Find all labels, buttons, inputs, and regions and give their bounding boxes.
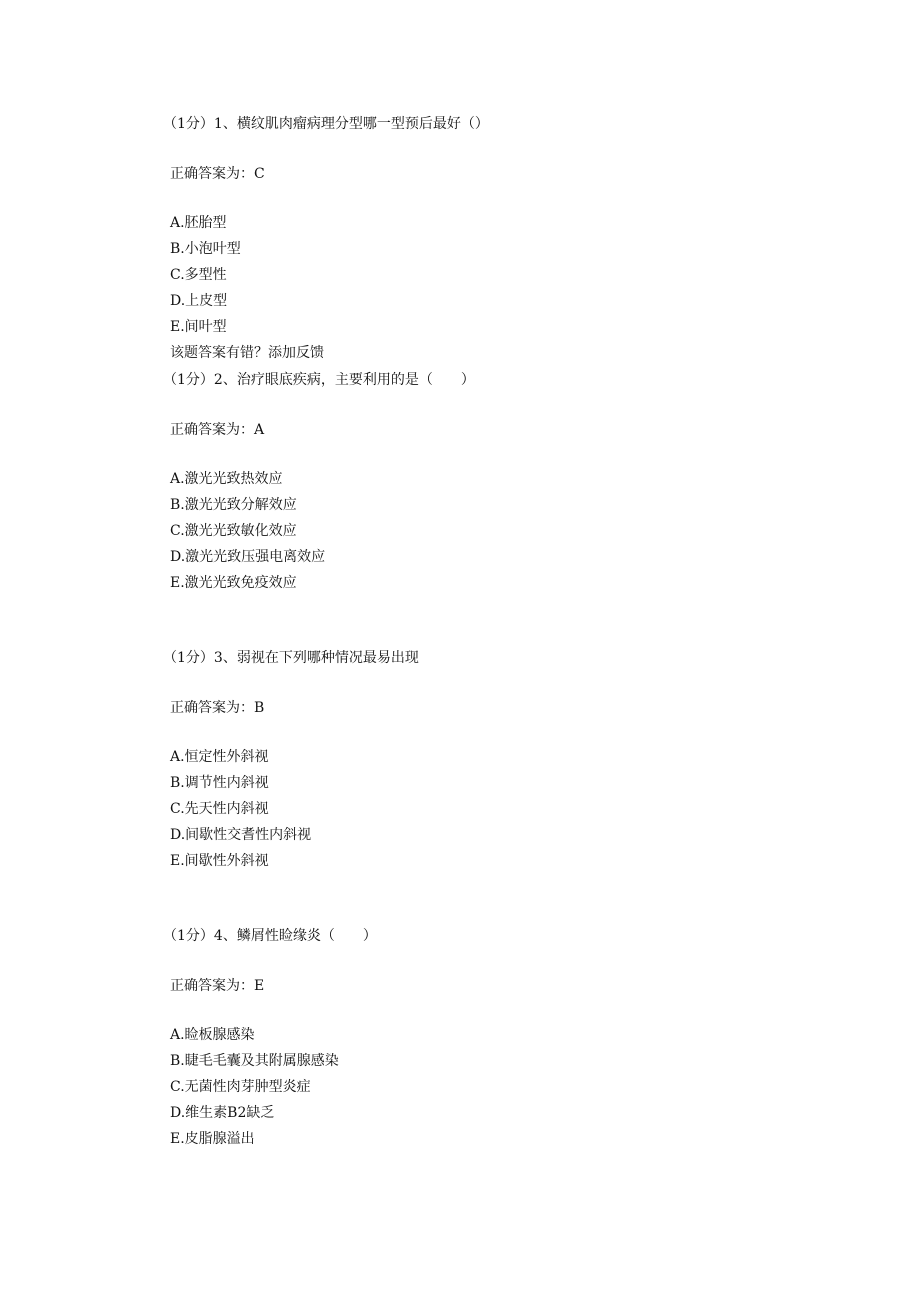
question-title: （1分）3、弱视在下列哪种情况最易出现 [163, 650, 419, 666]
option-c: C.激光光致敏化效应 [170, 523, 297, 539]
option-a: A.睑板腺感染 [170, 1027, 255, 1043]
correct-answer: 正确答案为：B [170, 700, 265, 716]
option-d: D.上皮型 [170, 293, 228, 309]
option-a: A.激光光致热效应 [170, 471, 283, 487]
option-a: A.胚胎型 [170, 215, 227, 231]
option-b: B.激光光致分解效应 [170, 497, 297, 513]
option-c: C.先天性内斜视 [170, 801, 269, 817]
correct-answer: 正确答案为：E [170, 978, 265, 994]
option-c: C.无菌性肉芽肿型炎症 [170, 1079, 311, 1095]
correct-answer: 正确答案为：C [170, 166, 265, 182]
option-b: B.小泡叶型 [170, 241, 241, 257]
correct-answer: 正确答案为：A [170, 422, 265, 438]
option-e: E.间歇性外斜视 [170, 853, 269, 869]
question-title: （1分）2、治疗眼底疾病，主要利用的是（ ） [163, 372, 475, 388]
question-title: （1分）1、横纹肌肉瘤病理分型哪一型预后最好（） [163, 116, 489, 132]
option-d: D.维生素B2缺乏 [170, 1105, 275, 1121]
option-e: E.皮脂腺溢出 [170, 1131, 255, 1147]
question-title: （1分）4、鳞屑性睑缘炎（ ） [163, 928, 377, 944]
option-d: D.激光光致压强电离效应 [170, 549, 326, 565]
option-c: C.多型性 [170, 267, 227, 283]
feedback-link[interactable]: 该题答案有错？添加反馈 [170, 345, 324, 361]
option-b: B.调节性内斜视 [170, 775, 269, 791]
option-a: A.恒定性外斜视 [170, 749, 269, 765]
option-e: E.间叶型 [170, 319, 227, 335]
option-b: B.睫毛毛囊及其附属腺感染 [170, 1053, 339, 1069]
option-e: E.激光光致免疫效应 [170, 575, 297, 591]
option-d: D.间歇性交耆性内斜视 [170, 827, 312, 843]
